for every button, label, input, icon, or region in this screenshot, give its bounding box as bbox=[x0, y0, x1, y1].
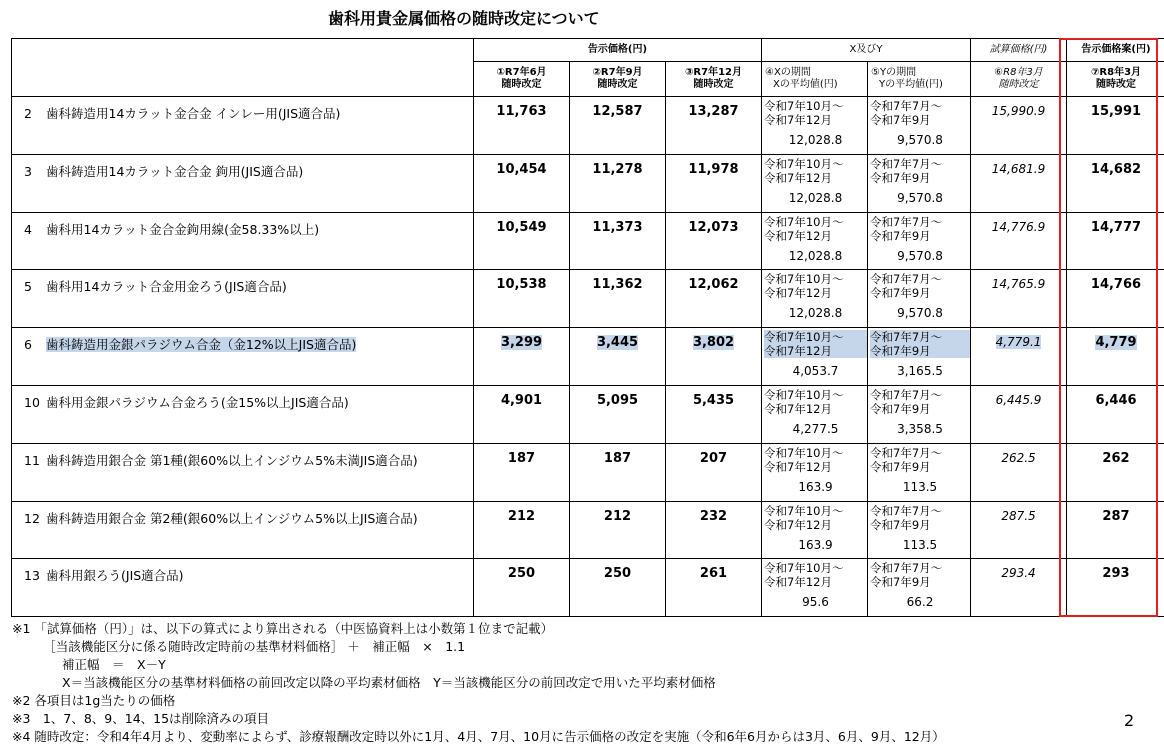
price-r7-jun: 10,538 bbox=[474, 270, 570, 328]
y-period-end: 令和7年9月 bbox=[870, 517, 931, 532]
y-period-cell bbox=[868, 385, 971, 443]
table-row bbox=[12, 270, 1164, 328]
y-period-end: 令和7年9月 bbox=[870, 113, 931, 127]
note-3: ※3 1、7、8、9、14、15は削除済みの項目 bbox=[12, 711, 270, 726]
item-name: 歯科鋳造用銀合金 第2種(銀60%以上インジウム5%以上JIS適合品) bbox=[46, 510, 418, 526]
calculated-price: 14,681.9 bbox=[971, 154, 1067, 212]
calculated-price: 287.5 bbox=[971, 501, 1067, 559]
note-1-correction: 補正幅 ＝ X－Y bbox=[12, 657, 166, 672]
calculated-price: 293.4 bbox=[971, 559, 1067, 617]
col-r7-sep: ②R7年9月 随時改定 bbox=[570, 62, 666, 97]
proposed-price: 14,777 bbox=[1067, 212, 1164, 270]
x-period-cell bbox=[762, 154, 868, 212]
calculated-price: 14,765.9 bbox=[971, 270, 1067, 328]
proposed-price: 14,766 bbox=[1067, 270, 1164, 328]
kokuji-price-header: 告示価格(円) bbox=[474, 39, 762, 62]
y-average: 3,165.5 bbox=[897, 364, 943, 379]
table-row bbox=[12, 154, 1164, 212]
item-name-cell bbox=[12, 328, 474, 386]
col-y-period: ⑤Yの期間 Yの平均値(円) bbox=[868, 62, 971, 97]
price-r7-dec: 11,978 bbox=[666, 154, 762, 212]
item-number: 3 bbox=[24, 163, 32, 179]
xy-header: X及びY bbox=[762, 39, 971, 62]
price-r7-jun: 250 bbox=[474, 559, 570, 617]
price-r7-sep: 11,373 bbox=[570, 212, 666, 270]
item-name: 歯科鋳造用銀合金 第1種(銀60%以上インジウム5%未満JIS適合品) bbox=[46, 452, 418, 468]
price-r7-sep: 3,445 bbox=[570, 328, 666, 386]
price-r7-dec: 261 bbox=[666, 559, 762, 617]
x-average: 4,277.5 bbox=[792, 421, 839, 436]
x-period-end: 令和7年12月 bbox=[764, 459, 832, 474]
x-average: 12,028.8 bbox=[788, 133, 843, 147]
item-name: 歯科鋳造用14カラット金合金 鉤用(JIS適合品) bbox=[46, 163, 304, 179]
note-4: ※4 随時改定：令和4年4月より、変動率によらず、診療報酬改定時以外に1月、4月、7月、10月に告示価格の改定を実施（令和6年6月からは3月、6月、9月、12月） bbox=[12, 729, 945, 744]
x-period-end: 令和7年12月 bbox=[764, 517, 832, 532]
x-average: 163.9 bbox=[798, 537, 833, 552]
y-period-cell bbox=[868, 212, 971, 270]
proposed-price: 4,779 bbox=[1067, 328, 1164, 386]
col-r8-mar-proposed: ⑦R8年3月 随時改定 bbox=[1067, 62, 1164, 97]
item-name-cell bbox=[12, 270, 474, 328]
y-period-start: 令和7年7月～ bbox=[870, 561, 943, 576]
item-name-cell bbox=[12, 212, 474, 270]
calculated-price: 15,990.9 bbox=[971, 97, 1067, 155]
shisan-price-header: 試算価格(円) bbox=[971, 39, 1067, 62]
y-period-end: 令和7年9月 bbox=[870, 401, 931, 416]
item-number: 6 bbox=[24, 337, 32, 353]
price-r7-sep: 212 bbox=[570, 501, 666, 559]
y-period-end: 令和7年9月 bbox=[870, 344, 931, 359]
x-period-end: 令和7年12月 bbox=[764, 401, 832, 416]
col-r7-jun: ①R7年6月 随時改定 bbox=[474, 62, 570, 97]
price-r7-jun: 11,763 bbox=[474, 97, 570, 155]
y-period-start: 令和7年7月～ bbox=[870, 330, 943, 345]
y-period-cell bbox=[868, 501, 971, 559]
y-average: 113.5 bbox=[902, 537, 938, 552]
price-r7-dec: 3,802 bbox=[666, 328, 762, 386]
x-period-cell bbox=[762, 443, 868, 501]
y-average: 113.5 bbox=[902, 479, 938, 494]
proposed-price: 262 bbox=[1067, 443, 1164, 501]
footnotes bbox=[12, 620, 945, 746]
proposed-price: 287 bbox=[1067, 501, 1164, 559]
note-1: ※1 「試算価格（円）」は、以下の算式により算出される（中医協資料上は小数第１位まで記載） bbox=[12, 621, 554, 636]
x-average: 12,028.8 bbox=[788, 306, 843, 321]
item-number: 2 bbox=[24, 106, 32, 121]
proposed-price: 293 bbox=[1067, 559, 1164, 617]
y-period-cell bbox=[868, 154, 971, 212]
item-name-cell bbox=[12, 501, 474, 559]
x-period-start: 令和7年10月～ bbox=[764, 156, 844, 171]
price-r7-sep: 11,278 bbox=[570, 154, 666, 212]
y-average: 9,570.8 bbox=[897, 248, 943, 263]
y-period-start: 令和7年7月～ bbox=[870, 99, 943, 113]
calculated-price: 6,445.9 bbox=[971, 385, 1067, 443]
y-period-cell bbox=[868, 559, 971, 617]
price-r7-jun: 10,454 bbox=[474, 154, 570, 212]
x-period-end: 令和7年12月 bbox=[764, 575, 832, 590]
x-period-start: 令和7年10月～ bbox=[764, 561, 844, 576]
item-header bbox=[12, 39, 474, 97]
x-period-start: 令和7年10月～ bbox=[764, 503, 844, 518]
y-average: 66.2 bbox=[906, 595, 934, 610]
y-period-start: 令和7年7月～ bbox=[870, 445, 943, 460]
y-average: 3,358.5 bbox=[897, 421, 943, 436]
x-period-start: 令和7年10月～ bbox=[764, 387, 844, 402]
price-r7-dec: 12,073 bbox=[666, 212, 762, 270]
table-row bbox=[12, 328, 1164, 386]
y-average: 9,570.8 bbox=[897, 133, 943, 147]
calculated-price: 262.5 bbox=[971, 443, 1067, 501]
y-period-cell bbox=[868, 328, 971, 386]
page-title: 歯科用貴金属価格の随時改定について bbox=[328, 9, 600, 28]
x-period-start: 令和7年10月～ bbox=[764, 330, 844, 345]
price-r7-jun: 10,549 bbox=[474, 212, 570, 270]
col-r8-mar-calc: ⑥R8年3月 随時改定 bbox=[971, 62, 1067, 97]
item-name: 歯科用銀ろう(JIS適合品) bbox=[46, 568, 184, 584]
table-row bbox=[12, 97, 1164, 155]
x-period-cell bbox=[762, 385, 868, 443]
table-row bbox=[12, 443, 1164, 501]
x-average: 12,028.8 bbox=[788, 248, 843, 263]
item-name: 歯科用14カラット合金用金ろう(JIS適合品) bbox=[46, 279, 287, 295]
proposed-price: 6,446 bbox=[1067, 385, 1164, 443]
item-name-cell bbox=[12, 443, 474, 501]
x-period-end: 令和7年12月 bbox=[764, 113, 832, 127]
note-2: ※2 各項目は1g当たりの価格 bbox=[12, 693, 176, 708]
item-number: 10 bbox=[24, 394, 40, 410]
price-r7-jun: 4,901 bbox=[474, 385, 570, 443]
price-r7-dec: 5,435 bbox=[666, 385, 762, 443]
x-period-cell bbox=[762, 270, 868, 328]
y-period-start: 令和7年7月～ bbox=[870, 156, 943, 171]
price-r7-jun: 187 bbox=[474, 443, 570, 501]
page-number: 2 bbox=[1124, 711, 1135, 730]
col-x-period: ④Xの期間 Xの平均値(円) bbox=[762, 62, 868, 97]
calculated-price: 14,776.9 bbox=[971, 212, 1067, 270]
proposed-price: 15,991 bbox=[1067, 97, 1164, 155]
x-average: 163.9 bbox=[798, 479, 833, 494]
x-period-end: 令和7年12月 bbox=[764, 286, 832, 301]
x-average: 4,053.7 bbox=[792, 364, 839, 379]
item-number: 12 bbox=[24, 510, 40, 526]
note-1-xy: X＝当該機能区分の基準材料価格の前回改定以降の平均素材価格 Y＝当該機能区分の前回改定で用いた平均素材価格 bbox=[12, 675, 716, 690]
item-number: 13 bbox=[24, 568, 40, 584]
price-r7-sep: 11,362 bbox=[570, 270, 666, 328]
item-name-cell bbox=[12, 97, 474, 155]
price-r7-sep: 187 bbox=[570, 443, 666, 501]
price-r7-dec: 13,287 bbox=[666, 97, 762, 155]
price-r7-sep: 12,587 bbox=[570, 97, 666, 155]
y-period-start: 令和7年7月～ bbox=[870, 503, 943, 518]
x-average: 95.6 bbox=[802, 595, 829, 610]
item-number: 11 bbox=[24, 452, 40, 468]
calculated-price: 4,779.1 bbox=[971, 328, 1067, 386]
y-period-cell bbox=[868, 443, 971, 501]
x-period-start: 令和7年10月～ bbox=[764, 272, 844, 287]
note-1-formula: ［当該機能区分に係る随時改定時前の基準材料価格］ ＋ 補正幅 × 1.1 bbox=[12, 639, 466, 654]
y-period-end: 令和7年9月 bbox=[870, 286, 931, 301]
x-period-cell bbox=[762, 328, 868, 386]
x-period-start: 令和7年10月～ bbox=[764, 214, 844, 229]
y-period-cell bbox=[868, 97, 971, 155]
item-name-cell bbox=[12, 385, 474, 443]
x-period-cell bbox=[762, 212, 868, 270]
x-period-end: 令和7年12月 bbox=[764, 344, 832, 359]
price-table bbox=[11, 38, 1164, 617]
price-r7-sep: 5,095 bbox=[570, 385, 666, 443]
x-period-end: 令和7年12月 bbox=[764, 170, 832, 185]
x-average: 12,028.8 bbox=[788, 190, 843, 205]
price-r7-dec: 207 bbox=[666, 443, 762, 501]
x-period-start: 令和7年10月～ bbox=[764, 445, 844, 460]
item-name-cell bbox=[12, 154, 474, 212]
item-number: 4 bbox=[24, 221, 32, 237]
x-period-end: 令和7年12月 bbox=[764, 228, 832, 243]
y-period-end: 令和7年9月 bbox=[870, 170, 931, 185]
x-period-cell bbox=[762, 501, 868, 559]
table-row bbox=[12, 501, 1164, 559]
proposed-price: 14,682 bbox=[1067, 154, 1164, 212]
item-name: 歯科鋳造用金銀パラジウム合金（金12%以上JIS適合品) bbox=[46, 337, 357, 353]
x-period-cell bbox=[762, 559, 868, 617]
item-name: 歯科用14カラット金合金鉤用線(金58.33%以上) bbox=[46, 221, 320, 237]
col-r7-dec: ③R7年12月 随時改定 bbox=[666, 62, 762, 97]
price-r7-jun: 3,299 bbox=[474, 328, 570, 386]
y-period-cell bbox=[868, 270, 971, 328]
price-r7-dec: 232 bbox=[666, 501, 762, 559]
item-name-cell bbox=[12, 559, 474, 617]
table-row bbox=[12, 212, 1164, 270]
x-period-cell bbox=[762, 97, 868, 155]
y-period-start: 令和7年7月～ bbox=[870, 387, 943, 402]
proposed-price-header: 告示価格案(円) bbox=[1067, 39, 1164, 62]
item-number: 5 bbox=[24, 279, 32, 295]
table-row bbox=[12, 559, 1164, 617]
price-r7-dec: 12,062 bbox=[666, 270, 762, 328]
price-r7-sep: 250 bbox=[570, 559, 666, 617]
item-name: 歯科鋳造用14カラット金合金 インレー用(JIS適合品) bbox=[46, 106, 341, 121]
x-period-start: 令和7年10月～ bbox=[764, 99, 844, 113]
y-average: 9,570.8 bbox=[897, 306, 943, 321]
y-average: 9,570.8 bbox=[897, 190, 943, 205]
y-period-start: 令和7年7月～ bbox=[870, 214, 943, 229]
table-row bbox=[12, 385, 1164, 443]
item-name: 歯科用金銀パラジウム合金ろう(金15%以上JIS適合品) bbox=[46, 394, 349, 410]
price-r7-jun: 212 bbox=[474, 501, 570, 559]
y-period-end: 令和7年9月 bbox=[870, 228, 931, 243]
y-period-end: 令和7年9月 bbox=[870, 459, 931, 474]
y-period-end: 令和7年9月 bbox=[870, 575, 931, 590]
y-period-start: 令和7年7月～ bbox=[870, 272, 943, 287]
